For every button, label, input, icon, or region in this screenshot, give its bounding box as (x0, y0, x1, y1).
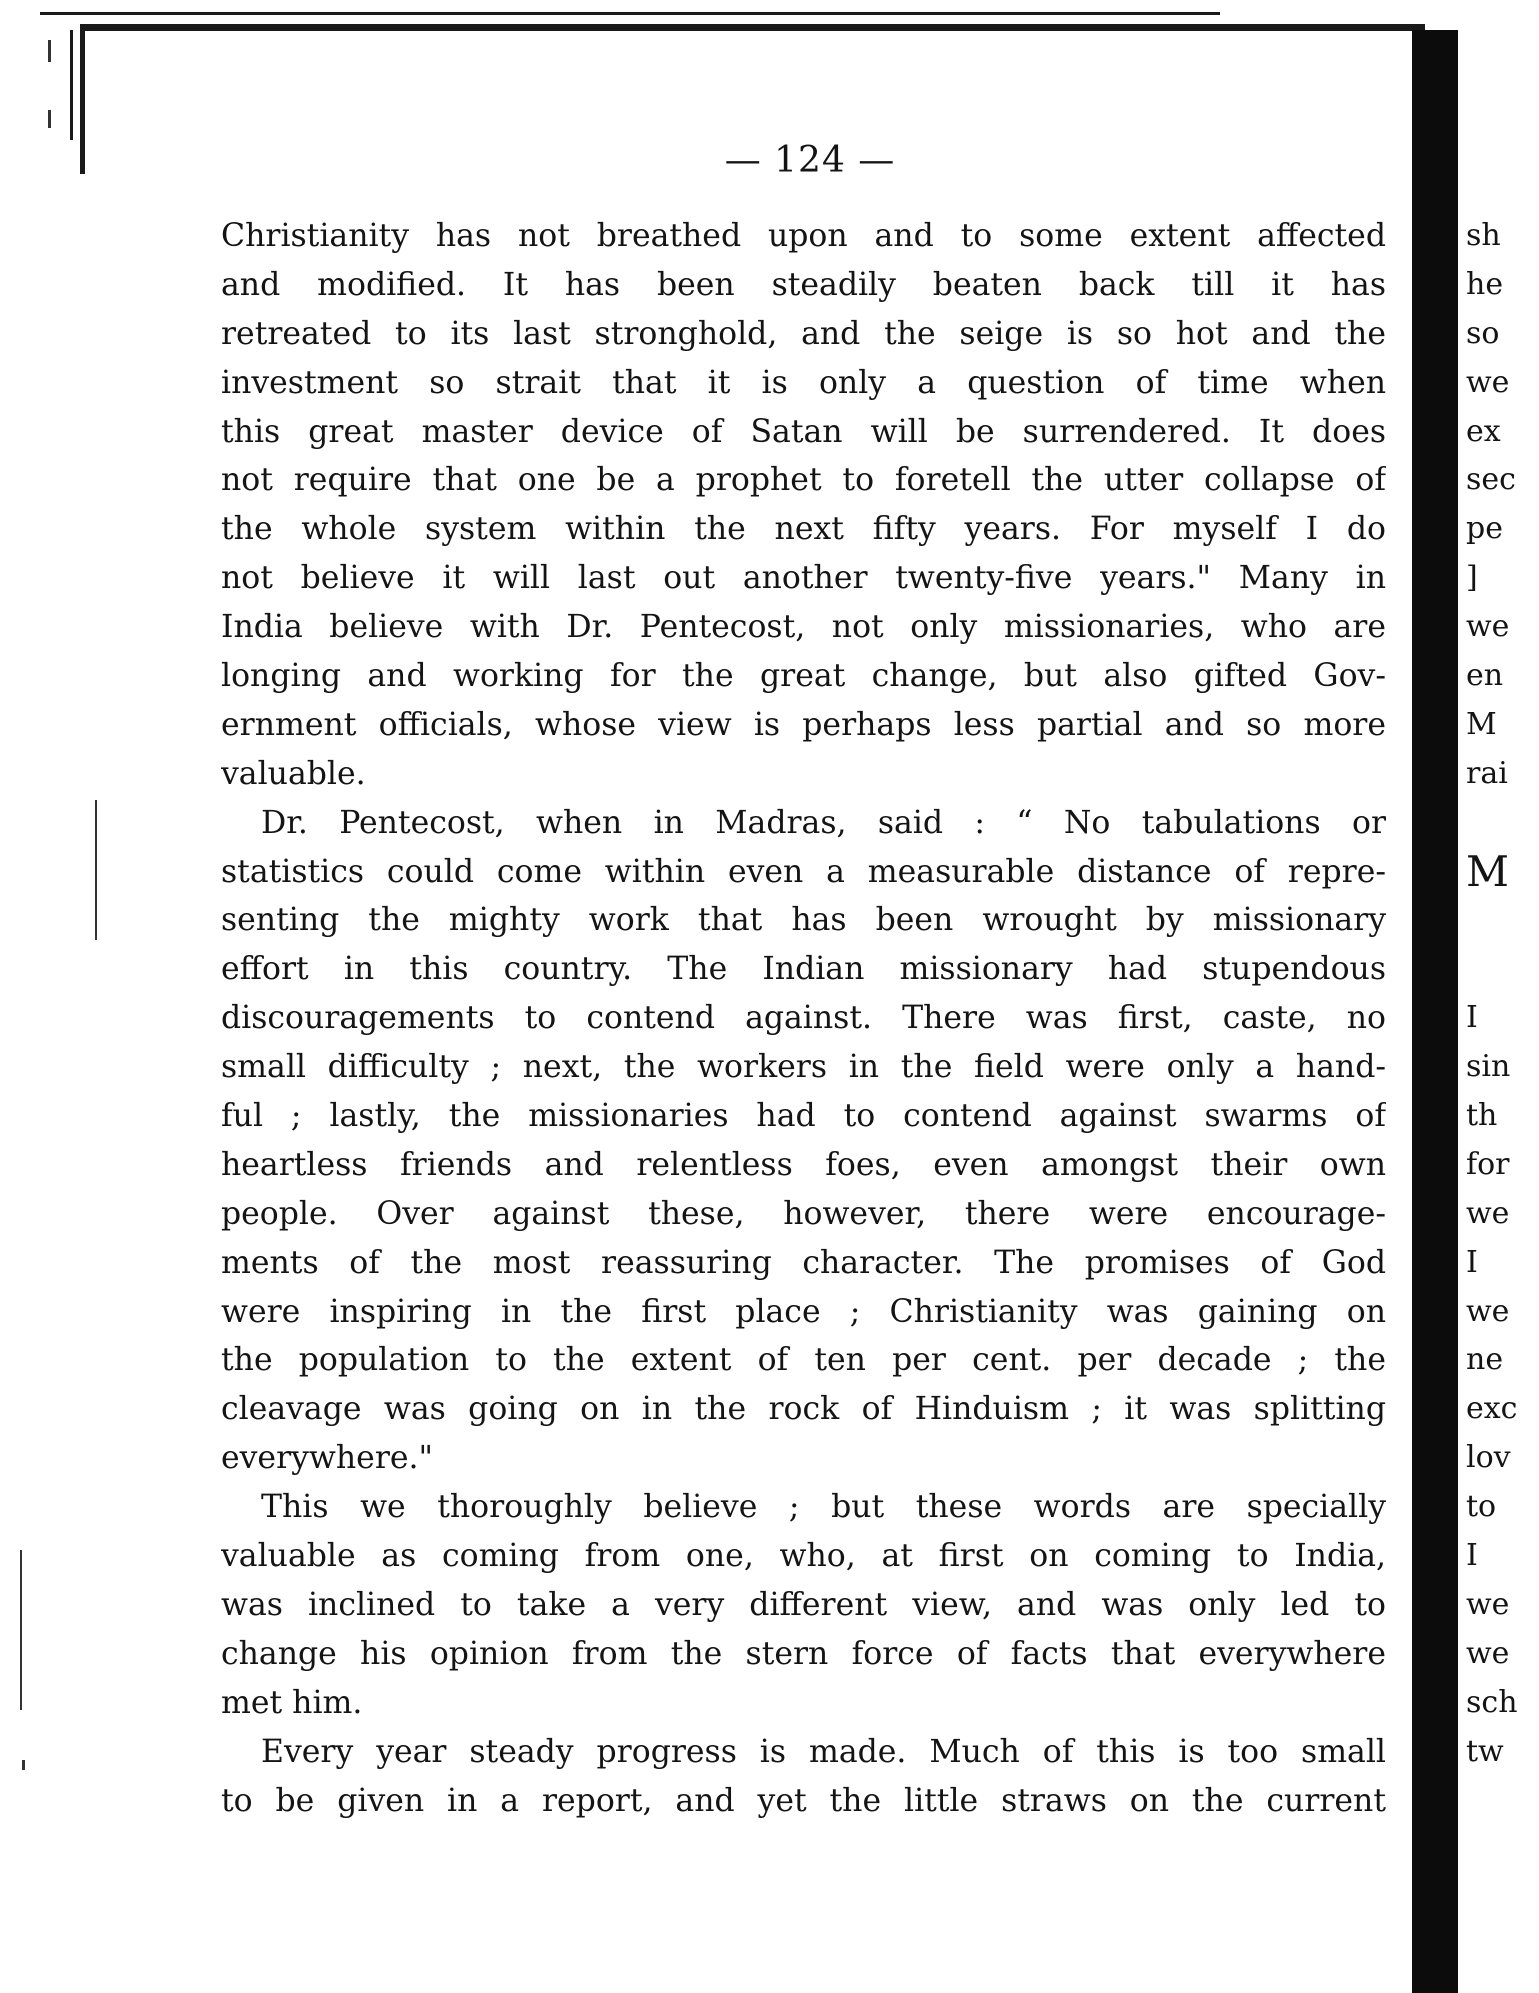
text-line: met him. (221, 1684, 363, 1721)
text-line: ments of the most reassuring character. The promises of God (221, 1244, 1386, 1281)
scan-speck (95, 800, 97, 940)
margin-fragment: ne (1466, 1342, 1504, 1378)
text-line: retreated to its last stronghold, and the seige is so hot and the (221, 315, 1386, 352)
margin-fragment: exc (1466, 1391, 1518, 1427)
margin-fragment: sin (1466, 1049, 1511, 1085)
text-line: investment so strait that it is only a question of time when (221, 364, 1386, 401)
text-line: This we thoroughly believe ; but these words are specially (261, 1489, 1386, 1526)
text-line: Christianity has not breathed upon and to some extent affected (221, 218, 1386, 254)
text-line: to be given in a report, and yet the little straws on the current (221, 1782, 1386, 1819)
paragraph (221, 1483, 1386, 1727)
margin-fragment: M (1466, 706, 1497, 742)
text-line: this great master device of Satan will be surrendered. It does (221, 413, 1386, 450)
text-line: everywhere." (221, 1440, 434, 1477)
margin-fragment: we (1466, 1195, 1510, 1231)
text-line: and modified. It has been steadily beaten back till it has (221, 266, 1386, 303)
margin-fragment: sch (1466, 1684, 1518, 1720)
margin-fragment: I (1466, 1538, 1478, 1574)
text-line: small difficulty ; next, the workers in the field were only a hand- (221, 1049, 1386, 1086)
margin-fragment: we (1466, 1293, 1510, 1329)
margin-fragment: we (1466, 609, 1510, 645)
margin-fragment: tw (1466, 1733, 1504, 1769)
paragraph (221, 1728, 1386, 1826)
page-number: — 124 — (724, 140, 896, 181)
paragraph (221, 212, 1386, 799)
margin-fragment: pe (1466, 511, 1503, 547)
text-line: ful ; lastly, the missionaries had to contend against swarms of (221, 1098, 1386, 1135)
margin-fragment (1466, 945, 1539, 994)
margin-fragment: rai (1466, 755, 1508, 791)
scan-speck (20, 1550, 22, 1710)
text-line: were inspiring in the first place ; Christianity was gaining on (221, 1293, 1386, 1330)
margin-fragment: ex (1466, 413, 1501, 449)
text-line: Every year steady progress is made. Much of this is too small (261, 1733, 1386, 1770)
scan-speck (48, 40, 51, 62)
page-top-rule (40, 12, 1220, 15)
text-line: valuable. (221, 755, 366, 792)
text-line: Dr. Pentecost, when in Madras, said : “ No tabulations or (261, 804, 1386, 841)
text-line: statistics could come within even a measurable distance of repre- (221, 853, 1386, 890)
text-line: heartless friends and relentless foes, even amongst their own (221, 1146, 1386, 1183)
margin-fragment (1466, 896, 1539, 945)
margin-fragment: for (1466, 1146, 1510, 1182)
margin-fragment: lov (1466, 1440, 1511, 1476)
page-binding-shadow (1412, 30, 1458, 1993)
text-line: senting the mighty work that has been wrought by missionary (221, 902, 1386, 939)
margin-fragment: we (1466, 364, 1510, 400)
text-line: ernment officials, whose view is perhaps less partial and so more (221, 706, 1386, 743)
text-line: not require that one be a prophet to foretell the utter collapse of (221, 462, 1386, 499)
margin-fragment: we (1466, 1586, 1510, 1622)
margin-fragment: th (1466, 1098, 1498, 1134)
page-body-text (221, 212, 1386, 1825)
margin-fragment: sec (1466, 462, 1516, 498)
text-line: was inclined to take a very different view, and was only led to (221, 1586, 1386, 1623)
margin-fragment: I (1466, 1244, 1478, 1280)
margin-fragment: to (1466, 1489, 1497, 1525)
text-line: longing and working for the great change, but also gifted Gov- (221, 658, 1386, 695)
text-line: cleavage was going on in the rock of Hinduism ; it was splitting (221, 1391, 1386, 1428)
text-line: the whole system within the next fifty years. For myself I do (221, 511, 1386, 548)
text-line: change his opinion from the stern force of facts that everywhere (221, 1635, 1386, 1672)
page-frame-top-rule (85, 24, 1425, 31)
margin-fragment: en (1466, 658, 1504, 694)
text-line: people. Over against these, however, there were encourage- (221, 1195, 1386, 1232)
text-line: valuable as coming from one, who, at first on coming to India, (221, 1538, 1386, 1575)
margin-fragment (1466, 799, 1539, 848)
text-line: effort in this country. The Indian missionary had stupendous (221, 951, 1386, 988)
facing-page-fragments (1466, 212, 1539, 1777)
margin-fragment: so (1466, 315, 1500, 351)
paragraph (221, 799, 1386, 1483)
text-line: the population to the extent of ten per cent. per decade ; the (221, 1342, 1386, 1379)
margin-fragment: I (1466, 1000, 1478, 1036)
scan-speck (22, 1760, 25, 1770)
scan-speck (48, 110, 51, 128)
text-line: not believe it will last out another twenty-five years." Many in (221, 560, 1386, 597)
margin-fragment: sh (1466, 218, 1501, 253)
margin-fragment: we (1466, 1635, 1510, 1671)
margin-fragment: he (1466, 266, 1504, 302)
margin-fragment: M (1466, 846, 1510, 896)
text-line: discouragements to contend against. There was first, caste, no (221, 1000, 1386, 1037)
scan-margin-specks (0, 0, 110, 1993)
text-line: India believe with Dr. Pentecost, not only missionaries, who are (221, 609, 1386, 646)
margin-fragment: ] (1466, 560, 1478, 596)
